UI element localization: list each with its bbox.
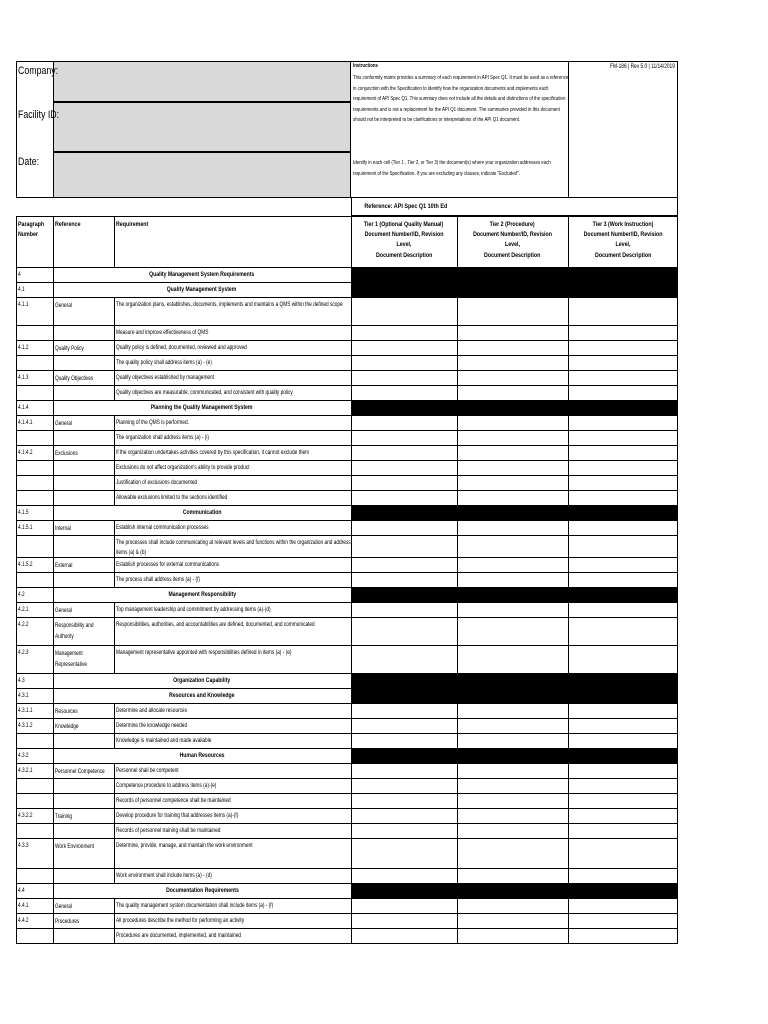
cell-divider — [114, 416, 115, 431]
section-tier-fill — [351, 401, 678, 416]
tier1-entry-cell[interactable] — [352, 416, 457, 431]
reference-cell: Exclusions — [55, 450, 78, 457]
requirement-text: Establish processes for external communications — [116, 561, 220, 568]
tier1-entry-cell[interactable] — [352, 734, 457, 749]
section-title: Human Resources — [179, 752, 225, 759]
cell-divider — [53, 704, 54, 719]
tier2-entry-cell[interactable] — [458, 824, 568, 839]
cell-divider — [53, 779, 54, 794]
tier1-entry-cell[interactable] — [352, 431, 457, 446]
cell-divider — [114, 341, 115, 356]
tier1-entry-cell[interactable] — [352, 573, 457, 588]
cell-divider — [114, 646, 115, 674]
tier3-entry-cell[interactable] — [569, 914, 678, 929]
cell-divider — [114, 573, 115, 588]
tier3-entry-cell[interactable] — [569, 386, 678, 401]
section-title: Planning the Quality Management System — [151, 404, 253, 411]
cell-divider — [53, 536, 54, 558]
requirement-text: The quality management system documentation shall include items (a) - (f) — [116, 902, 274, 909]
requirement-text: Measure and improve effectiveness of QMS — [116, 329, 209, 336]
paragraph-number: 4.3.2.2 — [18, 812, 33, 819]
company-label: Company: — [18, 65, 59, 77]
section-title: Quality Management System — [167, 286, 237, 293]
tier3-entry-cell[interactable] — [569, 899, 678, 914]
tier2-entry-cell[interactable] — [458, 298, 568, 326]
col-paragraph: Paragraph Number — [18, 221, 45, 239]
tier1-entry-cell[interactable] — [352, 618, 457, 646]
paragraph-number: 4.1.4.2 — [18, 449, 33, 456]
tier1-entry-cell[interactable] — [352, 839, 457, 869]
tier3-entry-cell[interactable] — [569, 371, 678, 386]
col-tier1: Tier 1 (Optional Quality Manual) Document Number/ID, Revision Level, Document Description — [364, 221, 444, 259]
reference-cell: General — [55, 302, 72, 309]
col-requirement: Requirement — [116, 221, 149, 228]
paragraph-number: 4.1.4 — [18, 404, 29, 411]
section-tier-fill — [351, 283, 678, 298]
requirement-text: Records of personnel training shall be maintained — [116, 827, 221, 834]
tier2-entry-cell[interactable] — [458, 899, 568, 914]
paragraph-number: 4.3.3 — [18, 842, 29, 849]
cell-divider — [114, 839, 115, 869]
cell-divider — [53, 326, 54, 341]
paragraph-number: 4.3.1.1 — [18, 707, 33, 714]
reference-cell: Work Environment — [55, 843, 95, 850]
col-tier2: Tier 2 (Procedure) Document Number/ID, Revision Level, Document Description — [473, 221, 552, 259]
tier1-entry-cell[interactable] — [352, 914, 457, 929]
tier2-entry-cell[interactable] — [458, 929, 568, 944]
requirement-text: Management representative appointed with responsibilities defined in items (a) - (e) — [116, 649, 292, 656]
cell-divider — [114, 719, 115, 734]
requirement-text: If the organization undertakes activities covered by this specification, it cannot exclude them — [116, 449, 310, 456]
section-tier-fill — [351, 749, 678, 764]
cell-divider — [53, 298, 54, 326]
section-tier-fill — [351, 506, 678, 521]
facility-field[interactable] — [53, 102, 351, 152]
tier1-entry-cell[interactable] — [352, 794, 457, 809]
cell-divider — [114, 809, 115, 824]
cell-divider — [114, 491, 115, 506]
tier2-entry-cell[interactable] — [458, 371, 568, 386]
tier3-entry-cell[interactable] — [569, 446, 678, 461]
reference-cell: General — [55, 420, 72, 427]
instructions-line: should not be interpreted to be clarifications or interpretations of the API Q1 document. — [353, 117, 521, 123]
tier2-entry-cell[interactable] — [458, 646, 568, 674]
instructions-line: requirement of API Spec Q1. This summary does not include all the details and distinctions of the specification — [353, 96, 566, 102]
tier1-entry-cell[interactable] — [352, 809, 457, 824]
reference-label: Reference: API Spec Q1 10th Ed — [364, 203, 448, 210]
tier2-entry-cell[interactable] — [458, 809, 568, 824]
section-tier-fill — [351, 268, 678, 283]
requirement-text: Exclusions do not affect organization's ability to provide product — [116, 464, 250, 471]
tier2-entry-cell[interactable] — [458, 386, 568, 401]
tier3-entry-cell[interactable] — [569, 704, 678, 719]
section-title: Management Responsibility — [168, 591, 236, 598]
cell-divider — [53, 929, 54, 944]
requirement-text: Top management leadership and commitment by addressing items (a)-(d) — [116, 606, 271, 613]
requirement-text: Determine, provide, manage, and maintain the work environment — [116, 842, 253, 849]
tier1-entry-cell[interactable] — [352, 371, 457, 386]
paragraph-number: 4.3.2 — [18, 752, 29, 759]
requirement-text: Knowledge is maintained and made available — [116, 737, 212, 744]
cell-divider — [114, 704, 115, 719]
tier2-entry-cell[interactable] — [458, 461, 568, 476]
reference-cell: Resources — [55, 708, 78, 715]
tier3-entry-cell[interactable] — [569, 734, 678, 749]
cell-divider — [53, 824, 54, 839]
tier3-entry-cell[interactable] — [569, 764, 678, 779]
tier2-entry-cell[interactable] — [458, 794, 568, 809]
cell-divider — [53, 461, 54, 476]
paragraph-number: 4.1.2 — [18, 344, 29, 351]
paragraph-number: 4.4 — [18, 887, 25, 894]
tier3-entry-cell[interactable] — [569, 779, 678, 794]
col-tier3: Tier 3 (Work Instruction) Document Number/ID, Revision Level, Document Description — [583, 221, 663, 259]
tier3-entry-cell[interactable] — [569, 618, 678, 646]
requirement-text: Quality policy is defined, documented, reviewed and approved — [116, 344, 247, 351]
cell-divider — [114, 371, 115, 386]
cell-divider — [53, 839, 54, 869]
cell-divider — [114, 929, 115, 944]
paragraph-number: 4.4.2 — [18, 917, 29, 924]
cell-divider — [114, 794, 115, 809]
reference-cell: Quality Objectives — [55, 375, 94, 382]
tier1-entry-cell[interactable] — [352, 704, 457, 719]
cell-divider — [53, 646, 54, 674]
requirement-text: Planning of the QMS is performed. — [116, 419, 189, 426]
requirement-text: Establish internal communication processes — [116, 524, 209, 531]
cell-divider — [114, 461, 115, 476]
cell-divider — [53, 476, 54, 491]
paragraph-number: 4.2.3 — [18, 649, 29, 656]
tier3-entry-cell[interactable] — [569, 461, 678, 476]
cell-divider — [114, 386, 115, 401]
paragraph-number: 4.1.1 — [18, 301, 29, 308]
requirement-text: The process shall address items (a) - (f) — [116, 576, 201, 583]
requirement-text: Work environment shall include items (a) - (d) — [116, 872, 212, 879]
section-tier-fill — [351, 689, 678, 704]
requirement-text: Justification of exclusions documented — [116, 479, 198, 486]
cell-divider — [53, 618, 54, 646]
paragraph-number: 4.1.5.2 — [18, 561, 33, 568]
tier3-entry-cell[interactable] — [569, 476, 678, 491]
tier1-entry-cell[interactable] — [352, 298, 457, 326]
tier2-entry-cell[interactable] — [458, 431, 568, 446]
tier1-entry-cell[interactable] — [352, 536, 457, 558]
tier2-entry-cell[interactable] — [458, 914, 568, 929]
reference-cell: General — [55, 903, 72, 910]
requirement-text: The quality policy shall address items (a) - (e) — [116, 359, 212, 366]
cell-divider — [114, 618, 115, 646]
cell-divider — [53, 573, 54, 588]
cell-divider — [53, 558, 54, 573]
tier2-entry-cell[interactable] — [458, 704, 568, 719]
tier3-entry-cell[interactable] — [569, 869, 678, 884]
cell-divider — [114, 476, 115, 491]
tier1-entry-cell[interactable] — [352, 476, 457, 491]
facility-label: Facility ID: — [18, 109, 60, 121]
tier3-entry-cell[interactable] — [569, 491, 678, 506]
paragraph-number: 4.2 — [18, 591, 25, 598]
tier1-entry-cell[interactable] — [352, 603, 457, 618]
requirement-text: The organization shall address items (a) - (i) — [116, 434, 209, 441]
cell-divider — [114, 536, 115, 558]
instructions-line: Identify in each cell (Tier 1 , Tier 2, or Tier 3) the document(s) where your organization addresses each — [353, 160, 551, 166]
tier2-entry-cell[interactable] — [458, 558, 568, 573]
paragraph-number: 4 — [18, 271, 21, 278]
instructions-line: This conformity matrix provides a summary of each requirement in API Spec Q1. It must be used as a reference — [353, 75, 569, 81]
tier2-entry-cell[interactable] — [458, 416, 568, 431]
requirement-text: Personnel shall be competent — [116, 767, 179, 774]
tier1-entry-cell[interactable] — [352, 646, 457, 674]
tier2-entry-cell[interactable] — [458, 869, 568, 884]
cell-divider — [114, 734, 115, 749]
tier3-entry-cell[interactable] — [569, 521, 678, 536]
tier1-entry-cell[interactable] — [352, 326, 457, 341]
form-id: FM-186 | Rev 5.0 | 11/14/2019 — [610, 63, 675, 70]
requirement-text: Develop procedure for training that addresses items (a)-(f) — [116, 812, 239, 819]
tier3-entry-cell[interactable] — [569, 719, 678, 734]
cell-divider — [53, 446, 54, 461]
tier3-entry-cell[interactable] — [569, 794, 678, 809]
cell-divider — [53, 794, 54, 809]
paragraph-number: 4.4.1 — [18, 902, 29, 909]
reference-cell: Training — [55, 813, 73, 820]
requirement-text: Determine and allocate resources — [116, 707, 188, 714]
paragraph-number: 4.1.5 — [18, 509, 29, 516]
section-tier-fill — [351, 884, 678, 899]
tier3-entry-cell[interactable] — [569, 646, 678, 674]
tier2-entry-cell[interactable] — [458, 839, 568, 869]
tier3-entry-cell[interactable] — [569, 573, 678, 588]
tier2-entry-cell[interactable] — [458, 573, 568, 588]
tier3-entry-cell[interactable] — [569, 809, 678, 824]
tier3-entry-cell[interactable] — [569, 839, 678, 869]
tier3-entry-cell[interactable] — [569, 356, 678, 371]
tier2-entry-cell[interactable] — [458, 326, 568, 341]
requirement-text: Procedures are documented, implemented, and maintained — [116, 932, 241, 939]
cell-divider — [114, 558, 115, 573]
cell-divider — [114, 446, 115, 461]
tier1-entry-cell[interactable] — [352, 386, 457, 401]
reference-cell: Procedures — [55, 918, 80, 925]
tier2-entry-cell[interactable] — [458, 779, 568, 794]
cell-divider — [53, 371, 54, 386]
cell-divider — [114, 914, 115, 929]
tier3-entry-cell[interactable] — [569, 824, 678, 839]
tier2-entry-cell[interactable] — [458, 356, 568, 371]
paragraph-number: 4.2.1 — [18, 606, 29, 613]
paragraph-number: 4.1 — [18, 286, 25, 293]
tier1-entry-cell[interactable] — [352, 356, 457, 371]
requirement-text: Quality objectives established by management — [116, 374, 215, 381]
tier2-entry-cell[interactable] — [458, 521, 568, 536]
cell-divider — [114, 764, 115, 779]
requirement-text: The organization plans, establishes, documents, implements and maintains a QMS within the defined scope — [116, 301, 343, 308]
paragraph-number: 4.3 — [18, 677, 25, 684]
requirement-text: Records of personnel competence shall be maintained — [116, 797, 231, 804]
cell-divider — [53, 899, 54, 914]
tier1-entry-cell[interactable] — [352, 461, 457, 476]
date-label: Date: — [18, 156, 40, 168]
cell-divider — [53, 521, 54, 536]
tier3-entry-cell[interactable] — [569, 431, 678, 446]
reference-cell: Management Representative — [55, 650, 87, 668]
cell-divider — [53, 603, 54, 618]
paragraph-number: 4.1.4.1 — [18, 419, 33, 426]
cell-divider — [114, 603, 115, 618]
tier3-entry-cell[interactable] — [569, 929, 678, 944]
tier1-entry-cell[interactable] — [352, 779, 457, 794]
paragraph-number: 4.2.2 — [18, 621, 29, 628]
paragraph-number: 4.1.3 — [18, 374, 29, 381]
requirement-text: Allowable exclusions limited to the sections identified — [116, 494, 228, 501]
cell-divider — [114, 326, 115, 341]
tier3-entry-cell[interactable] — [569, 536, 678, 558]
tier1-entry-cell[interactable] — [352, 491, 457, 506]
requirement-text: The processes shall include communicating at relevant levels and functions within the organization and address — [116, 539, 351, 546]
instructions-line: requirement of the Specification. If you are excluding any clauses, indicate "Excluded". — [353, 171, 520, 177]
paragraph-number: 4.1.5.1 — [18, 524, 33, 531]
reference-cell: Responsibility and Authority — [55, 622, 94, 640]
cell-divider — [114, 779, 115, 794]
requirement-text: Competence procedure to address items (a)-(e) — [116, 782, 217, 789]
tier2-entry-cell[interactable] — [458, 618, 568, 646]
tier2-entry-cell[interactable] — [458, 491, 568, 506]
cell-divider — [53, 764, 54, 779]
cell-divider — [53, 356, 54, 371]
section-title: Documentation Requirements — [165, 887, 239, 894]
cell-divider — [53, 869, 54, 884]
tier1-entry-cell[interactable] — [352, 521, 457, 536]
section-tier-fill — [351, 588, 678, 603]
tier1-entry-cell[interactable] — [352, 824, 457, 839]
tier1-entry-cell[interactable] — [352, 719, 457, 734]
tier2-entry-cell[interactable] — [458, 603, 568, 618]
tier2-entry-cell[interactable] — [458, 446, 568, 461]
tier2-entry-cell[interactable] — [458, 719, 568, 734]
company-field[interactable] — [53, 61, 351, 102]
tier3-entry-cell[interactable] — [569, 416, 678, 431]
tier2-entry-cell[interactable] — [458, 734, 568, 749]
paragraph-number: 4.3.1 — [18, 692, 29, 699]
cell-divider — [53, 341, 54, 356]
tier3-entry-cell[interactable] — [569, 298, 678, 326]
tier3-entry-cell[interactable] — [569, 326, 678, 341]
instructions-line: in conjunction with the Specification to identify how the organization documents and implements each — [353, 85, 549, 92]
cell-divider — [114, 521, 115, 536]
tier1-entry-cell[interactable] — [352, 869, 457, 884]
reference-cell: External — [55, 562, 73, 569]
tier1-entry-cell[interactable] — [352, 899, 457, 914]
tier1-entry-cell[interactable] — [352, 341, 457, 356]
tier2-entry-cell[interactable] — [458, 536, 568, 558]
cell-divider — [114, 899, 115, 914]
paragraph-number: 4.3.1.2 — [18, 722, 33, 729]
tier2-entry-cell[interactable] — [458, 341, 568, 356]
section-title: Resources and Knowledge — [169, 692, 235, 699]
tier1-entry-cell[interactable] — [352, 558, 457, 573]
reference-cell: Personnel Competence — [55, 768, 105, 775]
cell-divider — [114, 356, 115, 371]
cell-divider — [53, 914, 54, 929]
tier1-entry-cell[interactable] — [352, 929, 457, 944]
tier1-entry-cell[interactable] — [352, 764, 457, 779]
cell-divider — [53, 809, 54, 824]
tier3-entry-cell[interactable] — [569, 603, 678, 618]
col-reference: Reference — [55, 221, 81, 228]
requirement-text: Responsibilities, authorities, and accountabilities are defined, documented, and communicated — [116, 621, 315, 628]
section-title: Organization Capability — [173, 677, 231, 684]
cell-divider — [53, 734, 54, 749]
section-tier-fill — [351, 674, 678, 689]
section-title: Communication — [182, 509, 222, 516]
cell-divider — [53, 386, 54, 401]
tier1-entry-cell[interactable] — [352, 446, 457, 461]
requirement-text: Determine the knowledge needed — [116, 722, 188, 729]
cell-divider — [53, 719, 54, 734]
section-title: Quality Management System Requirements — [149, 271, 255, 278]
tier2-entry-cell[interactable] — [458, 476, 568, 491]
reference-cell: Quality Policy — [55, 345, 84, 352]
cell-divider — [114, 824, 115, 839]
cell-divider — [53, 431, 54, 446]
cell-divider — [114, 869, 115, 884]
reference-cell: Knowledge — [55, 723, 79, 730]
requirement-text: Quality objectives are measurable, communicated, and consistent with quality policy — [116, 389, 293, 396]
tier3-entry-cell[interactable] — [569, 558, 678, 573]
instructions-line: requirements and is not a replacement for the API Q1 document. The summaries provided in this document — [353, 106, 560, 113]
cell-divider — [53, 416, 54, 431]
cell-divider — [53, 491, 54, 506]
reference-cell: Internal — [55, 525, 71, 532]
date-field[interactable] — [53, 152, 351, 198]
tier2-entry-cell[interactable] — [458, 764, 568, 779]
requirement-text: items (a) & (b) — [116, 549, 147, 556]
reference-cell: General — [55, 607, 72, 614]
instructions-title: Instructions — [353, 63, 378, 69]
cell-divider — [114, 431, 115, 446]
cell-divider — [114, 298, 115, 326]
paragraph-number: 4.3.2.1 — [18, 767, 33, 774]
requirement-text: All procedures describe the method for performing an activity — [116, 917, 245, 924]
tier3-entry-cell[interactable] — [569, 341, 678, 356]
